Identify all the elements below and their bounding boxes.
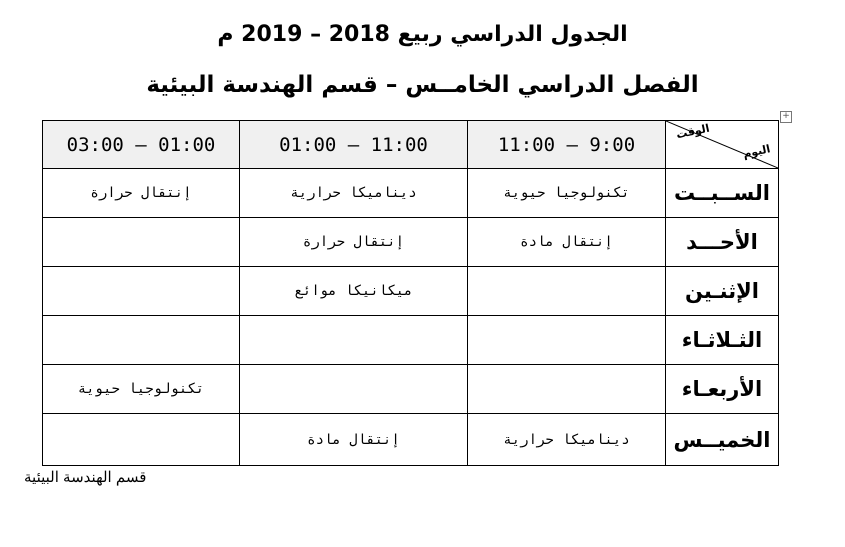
time-slot-header: 11:00 – 9:00	[468, 121, 666, 169]
corner-header-cell	[666, 121, 779, 169]
table-row	[43, 218, 779, 267]
day-cell: الإثنـين	[666, 267, 779, 316]
course-cell: تكنولوجيا حيوية	[43, 365, 240, 414]
day-cell: الأحـــد	[666, 218, 779, 267]
table-row	[43, 267, 779, 316]
table-row	[43, 365, 779, 414]
page-title: الجدول الدراسي ربيع 2018 – 2019 م	[217, 22, 628, 47]
course-cell	[468, 365, 666, 414]
course-cell: ميكانيكا موائع	[240, 267, 468, 316]
table-move-handle-icon[interactable]: +	[780, 111, 792, 123]
day-cell: الســبــت	[666, 169, 779, 218]
course-cell	[240, 316, 468, 365]
course-cell: تكنولوجيا حيوية	[468, 169, 666, 218]
course-cell: ديناميكا حرارية	[240, 169, 468, 218]
day-cell: الأربعـاء	[666, 365, 779, 414]
table-row	[43, 316, 779, 365]
table-row	[43, 414, 779, 466]
course-cell: إنتقال مادة	[240, 414, 468, 466]
table-row	[43, 169, 779, 218]
course-cell	[468, 267, 666, 316]
page-subtitle: الفصل الدراسي الخامــس – قسم الهندسة البيئية	[146, 72, 699, 98]
corner-day-label: اليوم	[741, 142, 772, 161]
course-cell: إنتقال حرارة	[240, 218, 468, 267]
course-cell	[468, 316, 666, 365]
course-cell	[240, 365, 468, 414]
course-cell	[43, 316, 240, 365]
department-footer: قسم الهندسة البيئية	[24, 469, 147, 486]
schedule-table	[42, 120, 779, 466]
course-cell	[43, 267, 240, 316]
course-cell	[43, 218, 240, 267]
header-row	[43, 121, 779, 169]
course-cell: إنتقال حرارة	[43, 169, 240, 218]
course-cell: إنتقال مادة	[468, 218, 666, 267]
time-slot-header: 01:00 – 11:00	[240, 121, 468, 169]
day-cell: الخميــس	[666, 414, 779, 466]
course-cell	[43, 414, 240, 466]
day-cell: الثـلاثـاء	[666, 316, 779, 365]
time-slot-header: 03:00 – 01:00	[43, 121, 240, 169]
corner-time-label: الوقت	[675, 121, 711, 142]
course-cell: ديناميكا حرارية	[468, 414, 666, 466]
